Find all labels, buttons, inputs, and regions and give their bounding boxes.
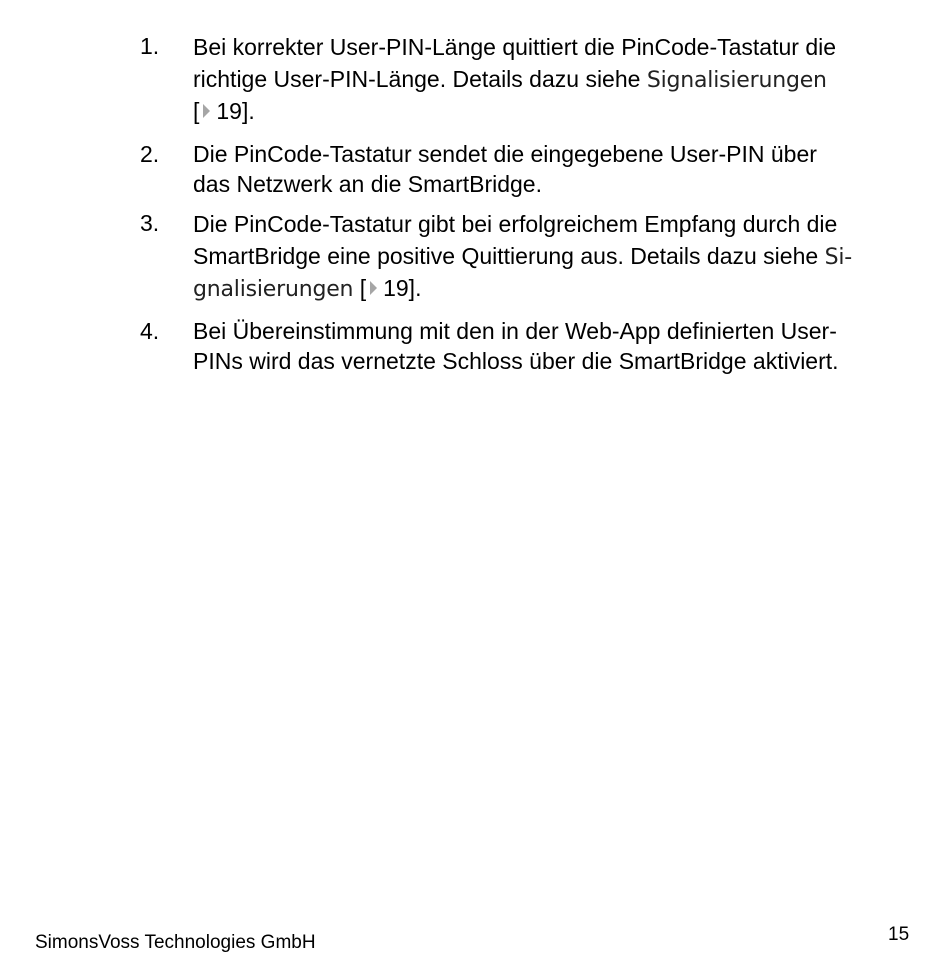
- text-line: richtige User-PIN-Länge. Details dazu siehe Signalisierungen: [193, 66, 827, 93]
- page-number: 15: [888, 924, 910, 945]
- footer-company-name: SimonsVoss Technologies GmbH: [35, 932, 316, 953]
- text-line: PINs wird das vernetzte Schloss über die SmartBridge aktiviert.: [193, 348, 839, 374]
- step-text: [193, 139, 905, 199]
- cross-reference-link[interactable]: gnalisierungen: [193, 277, 354, 302]
- step-text: [193, 208, 905, 304]
- text-line: Die PinCode-Tastatur sendet die eingegebene User-PIN über: [193, 141, 817, 167]
- step-number: 2.: [140, 141, 160, 167]
- cross-reference-link[interactable]: Signalisierungen: [646, 68, 827, 93]
- step-number: 4.: [140, 318, 160, 344]
- step-text: [193, 31, 905, 127]
- triangle-right-icon: [203, 104, 210, 118]
- page-reference: [ 19].: [193, 98, 255, 124]
- step-text: [193, 316, 905, 376]
- step-number: 3.: [140, 210, 160, 236]
- page-reference-number[interactable]: 19]: [216, 98, 249, 124]
- page-reference: gnalisierungen [ 19].: [193, 275, 422, 302]
- text-line: Bei korrekter User-PIN-Länge quittiert die PinCode-Tastatur die: [193, 34, 837, 60]
- text-line: Die PinCode-Tastatur gibt bei erfolgreichem Empfang durch die: [193, 211, 838, 237]
- cross-reference-link[interactable]: Si-: [824, 245, 852, 270]
- text-line: das Netzwerk an die SmartBridge.: [193, 171, 542, 197]
- step-number: 1.: [140, 33, 160, 59]
- triangle-right-icon: [370, 281, 377, 295]
- text-line: Bei Übereinstimmung mit den in der Web-App definierten User-: [193, 318, 837, 344]
- text-line: SmartBridge eine positive Quittierung aus. Details dazu siehe Si-: [193, 243, 852, 270]
- page-reference-number[interactable]: 19]: [383, 275, 416, 301]
